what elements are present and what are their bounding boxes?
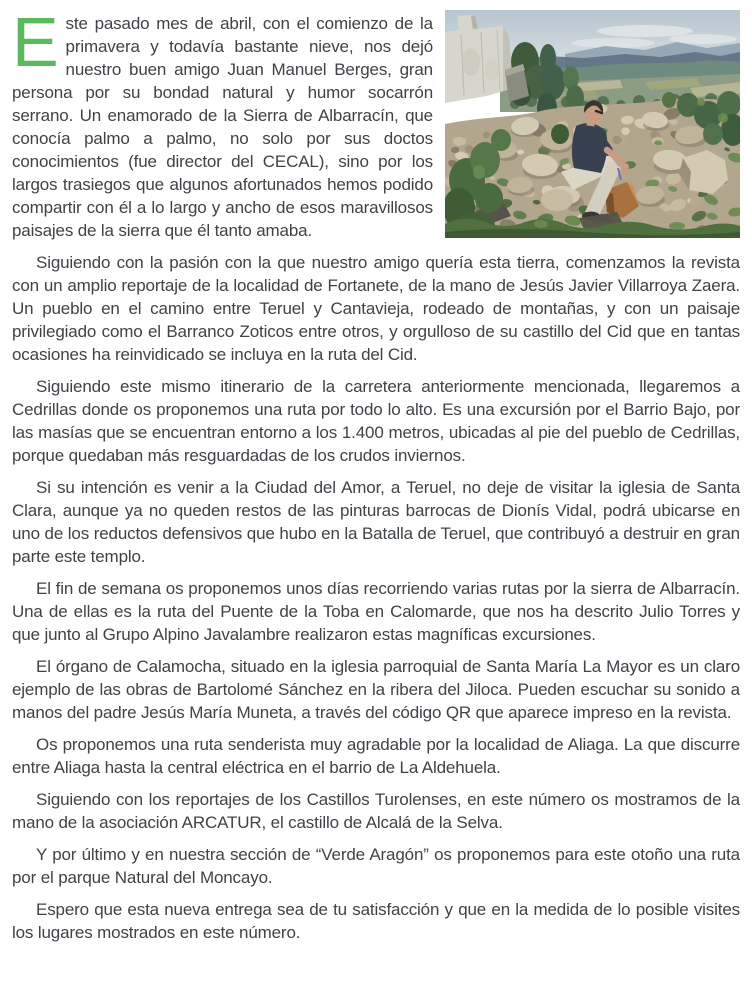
paragraph-6: El órgano de Calamocha, situado en la iglesia parroquial de Santa María La Mayor es un claro ejemplo de las obras de Bartolomé Sánchez en la ribera del Jiloca. Pueden escuchar su sonido a manos del padre Jesús María Muneta, a través del código QR que aparece impreso en la revista.: [12, 657, 740, 722]
paragraph-5: El fin de semana os proponemos unos días recorriendo varias rutas por la sierra de Albarracín. Una de ellas es la ruta del Puente de la Toba en Calomarde, que nos ha descrito Julio Torres y que junto al Grupo Alpino Javalambre realizaron estas magníficas excursiones.: [12, 579, 740, 644]
paragraph-3: Siguiendo este mismo itinerario de la carretera anteriormente mencionada, llegaremos a Cedrillas donde os proponemos una ruta por todo lo alto. Es una excursión por el Barrio Bajo, por las masías que se encuentran entorno a los 1.400 metros, ubicadas al pie del pueblo de Cedrillas, porque quedaban más resguardadas de los crudos inviernos.: [12, 377, 740, 465]
paragraph-2: Siguiendo con la pasión con la que nuestro amigo quería esta tierra, comenzamos la revista con un amplio reportaje de la localidad de Fortanete, de la mano de Jesús Javier Villarroya Zaera. Un pueblo en el camino entre Teruel y Cantavieja, rodeado de montañas, y con un paisaje privilegiado como el Barranco Zoticos entre otros, y orgulloso de su castillo del Cid que en tantas ocasiones ha reinvidicado se incluya en la ruta del Cid.: [12, 253, 740, 364]
landscape-photo-illustration: [445, 10, 740, 238]
paragraph-8: Siguiendo con los reportajes de los Castillos Turolenses, en este número os mostramos de la mano de la asociación ARCATUR, el castillo de Alcalá de la Selva.: [12, 790, 740, 832]
photo-juan-manuel-berges: [445, 10, 740, 238]
paragraph-10: Espero que esta nueva entrega sea de tu satisfacción y que en la medida de lo posible visites los lugares mostrados en este número.: [12, 900, 740, 942]
paragraph-7: Os proponemos una ruta senderista muy agradable por la localidad de Aliaga. La que discurre entre Aliaga hasta la central eléctrica en el barrio de La Aldehuela.: [12, 735, 740, 777]
drop-cap: E: [12, 3, 59, 81]
paragraph-1-text: ste pasado mes de abril, con el comienzo de la primavera y todavía bastante nieve, nos dejó nuestro buen amigo Juan Manuel Berges, gran persona por su bondad natural y humor socarrón serrano. Un enamorado de la Sierra de Albarracín, que conocía palmo a palmo, no solo por sus doctos conocimientos (fue director del CECAL), sino por los largos trasiegos que algunos afortunados hemos podido compartir con él a lo largo y ancho de esos maravillosos paisajes de la sierra que él tanto amaba.: [12, 14, 433, 240]
paragraph-9: Y por último y en nuestra sección de “Verde Aragón” os proponemos para este otoño una ruta por el parque Natural del Moncayo.: [12, 845, 740, 887]
paragraph-4: Si su intención es venir a la Ciudad del Amor, a Teruel, no deje de visitar la iglesia de Santa Clara, aunque ya no queden restos de las pinturas barrocas de Dionís Vidal, podrá ubicarse en uno de los reductos defensivos que hubo en la Batalla de Teruel, que contribuyó a destruir en gran parte este templo.: [12, 478, 740, 566]
